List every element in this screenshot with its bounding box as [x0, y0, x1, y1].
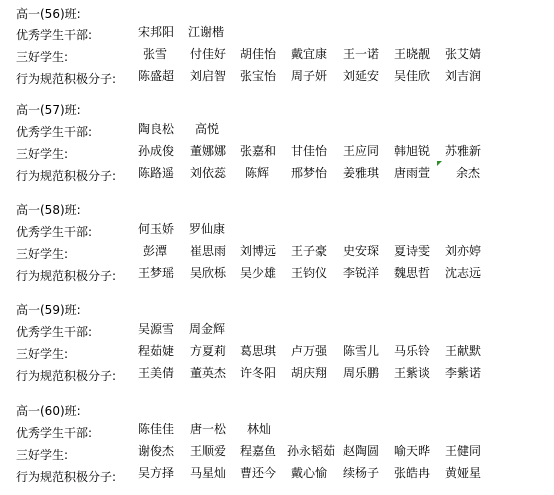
cadre-name: 高悦 — [195, 122, 220, 136]
behavior-name: 王紫谈 — [394, 366, 431, 380]
three-good-name: 方夏莉 — [190, 344, 227, 358]
three-good-name: 韩旭锐 — [394, 144, 431, 158]
three-good-name: 喻天晔 — [394, 444, 431, 458]
behavior-name: 王美倩 — [138, 366, 175, 380]
row-label-behavior: 行为规范积极分子: — [16, 269, 117, 283]
behavior-name: 张皓冉 — [394, 466, 431, 480]
class-title: 高一(57)班: — [16, 103, 81, 117]
row-label-behavior: 行为规范积极分子: — [16, 470, 117, 484]
three-good-name: 王一诺 — [343, 47, 380, 61]
three-good-name: 赵陶圆 — [343, 444, 380, 458]
behavior-name: 吴方择 — [138, 466, 175, 480]
row-label-behavior: 行为规范积极分子: — [16, 72, 117, 86]
behavior-name: 董英杰 — [190, 366, 227, 380]
three-good-name: 陈雪儿 — [343, 344, 380, 358]
behavior-name: 刘吉润 — [445, 69, 482, 83]
behavior-name: 吴少雄 — [240, 266, 277, 280]
class-title: 高一(60)班: — [16, 404, 81, 418]
cadre-name: 林灿 — [247, 422, 272, 436]
row-label-three-good: 三好学生: — [16, 448, 69, 462]
behavior-name: 李紫诺 — [445, 366, 482, 380]
behavior-name: 刘延安 — [343, 69, 380, 83]
three-good-name: 崔思雨 — [190, 244, 227, 258]
three-good-name: 程嘉鱼 — [240, 444, 277, 458]
behavior-name: 陈辉 — [245, 166, 270, 180]
behavior-name: 唐雨萱 — [394, 166, 431, 180]
three-good-name: 王健同 — [445, 444, 482, 458]
three-good-name: 刘博远 — [240, 244, 277, 258]
three-good-name: 刘亦婷 — [445, 244, 482, 258]
cadre-name: 陶良松 — [138, 122, 175, 136]
three-good-name: 付佳好 — [190, 47, 227, 61]
three-good-name: 马乐铃 — [394, 344, 431, 358]
row-label-cadre: 优秀学生干部: — [16, 225, 93, 239]
three-good-name: 王顺爱 — [190, 444, 227, 458]
row-label-three-good: 三好学生: — [16, 247, 69, 261]
behavior-name: 陈路遥 — [138, 166, 175, 180]
comment-marker-icon — [437, 161, 442, 166]
behavior-name: 魏思哲 — [394, 266, 431, 280]
cadre-name: 宋邦阳 — [138, 25, 175, 39]
behavior-name: 余杰 — [456, 166, 481, 180]
cadre-name: 周金辉 — [189, 322, 226, 336]
three-good-name: 夏诗雯 — [394, 244, 431, 258]
three-good-name: 王献默 — [445, 344, 482, 358]
row-label-three-good: 三好学生: — [16, 50, 69, 64]
row-label-three-good: 三好学生: — [16, 147, 69, 161]
behavior-name: 刘启智 — [190, 69, 227, 83]
three-good-name: 彭潭 — [143, 244, 168, 258]
class-title: 高一(59)班: — [16, 303, 81, 317]
three-good-name: 董娜娜 — [190, 144, 227, 158]
three-good-name: 张艾婧 — [445, 47, 482, 61]
behavior-name: 许冬阳 — [240, 366, 277, 380]
three-good-name: 戴宜康 — [291, 47, 328, 61]
three-good-name: 孙成俊 — [138, 144, 175, 158]
behavior-name: 刘依蕊 — [190, 166, 227, 180]
class-title: 高一(56)班: — [16, 7, 81, 21]
three-good-name: 胡佳怡 — [240, 47, 277, 61]
behavior-name: 续杨子 — [343, 466, 380, 480]
behavior-name: 姜雅琪 — [343, 166, 380, 180]
row-label-behavior: 行为规范积极分子: — [16, 369, 117, 383]
behavior-name: 沈志远 — [445, 266, 482, 280]
behavior-name: 黄娅星 — [445, 466, 482, 480]
cadre-name: 江谢楷 — [188, 25, 225, 39]
cadre-name: 唐一松 — [190, 422, 227, 436]
behavior-name: 曹还今 — [240, 466, 277, 480]
three-good-name: 张雪 — [143, 47, 168, 61]
behavior-name: 张宝怡 — [240, 69, 277, 83]
three-good-name: 苏雅新 — [445, 144, 482, 158]
behavior-name: 吴佳欣 — [394, 69, 431, 83]
three-good-name: 王子豪 — [291, 244, 328, 258]
row-label-cadre: 优秀学生干部: — [16, 325, 93, 339]
row-label-cadre: 优秀学生干部: — [16, 426, 93, 440]
three-good-name: 程茹婕 — [138, 344, 175, 358]
three-good-name: 卢万强 — [291, 344, 328, 358]
behavior-name: 吴欣栎 — [190, 266, 227, 280]
three-good-name: 谢俊杰 — [138, 444, 175, 458]
three-good-name: 史安琛 — [343, 244, 380, 258]
row-label-behavior: 行为规范积极分子: — [16, 169, 117, 183]
three-good-name: 王应同 — [343, 144, 380, 158]
behavior-name: 王钧仪 — [291, 266, 328, 280]
cadre-name: 吴源雪 — [138, 322, 175, 336]
three-good-name: 王晓靓 — [394, 47, 431, 61]
row-label-cadre: 优秀学生干部: — [16, 125, 93, 139]
cadre-name: 陈佳佳 — [138, 422, 175, 436]
cadre-name: 罗仙康 — [189, 222, 226, 236]
three-good-name: 孙永韬茹 — [287, 444, 336, 458]
behavior-name: 马星灿 — [190, 466, 227, 480]
behavior-name: 王梦瑶 — [138, 266, 175, 280]
cadre-name: 何玉娇 — [138, 222, 175, 236]
behavior-name: 陈盛超 — [138, 69, 175, 83]
three-good-name: 甘佳怡 — [291, 144, 328, 158]
three-good-name: 张嘉和 — [240, 144, 277, 158]
behavior-name: 李锐洋 — [343, 266, 380, 280]
three-good-name: 葛思琪 — [240, 344, 277, 358]
behavior-name: 周乐鹏 — [343, 366, 380, 380]
behavior-name: 胡庆翔 — [291, 366, 328, 380]
behavior-name: 周子妍 — [291, 69, 328, 83]
row-label-three-good: 三好学生: — [16, 347, 69, 361]
class-title: 高一(58)班: — [16, 203, 81, 217]
behavior-name: 邢梦怡 — [291, 166, 328, 180]
row-label-cadre: 优秀学生干部: — [16, 28, 93, 42]
behavior-name: 戴心愉 — [291, 466, 328, 480]
